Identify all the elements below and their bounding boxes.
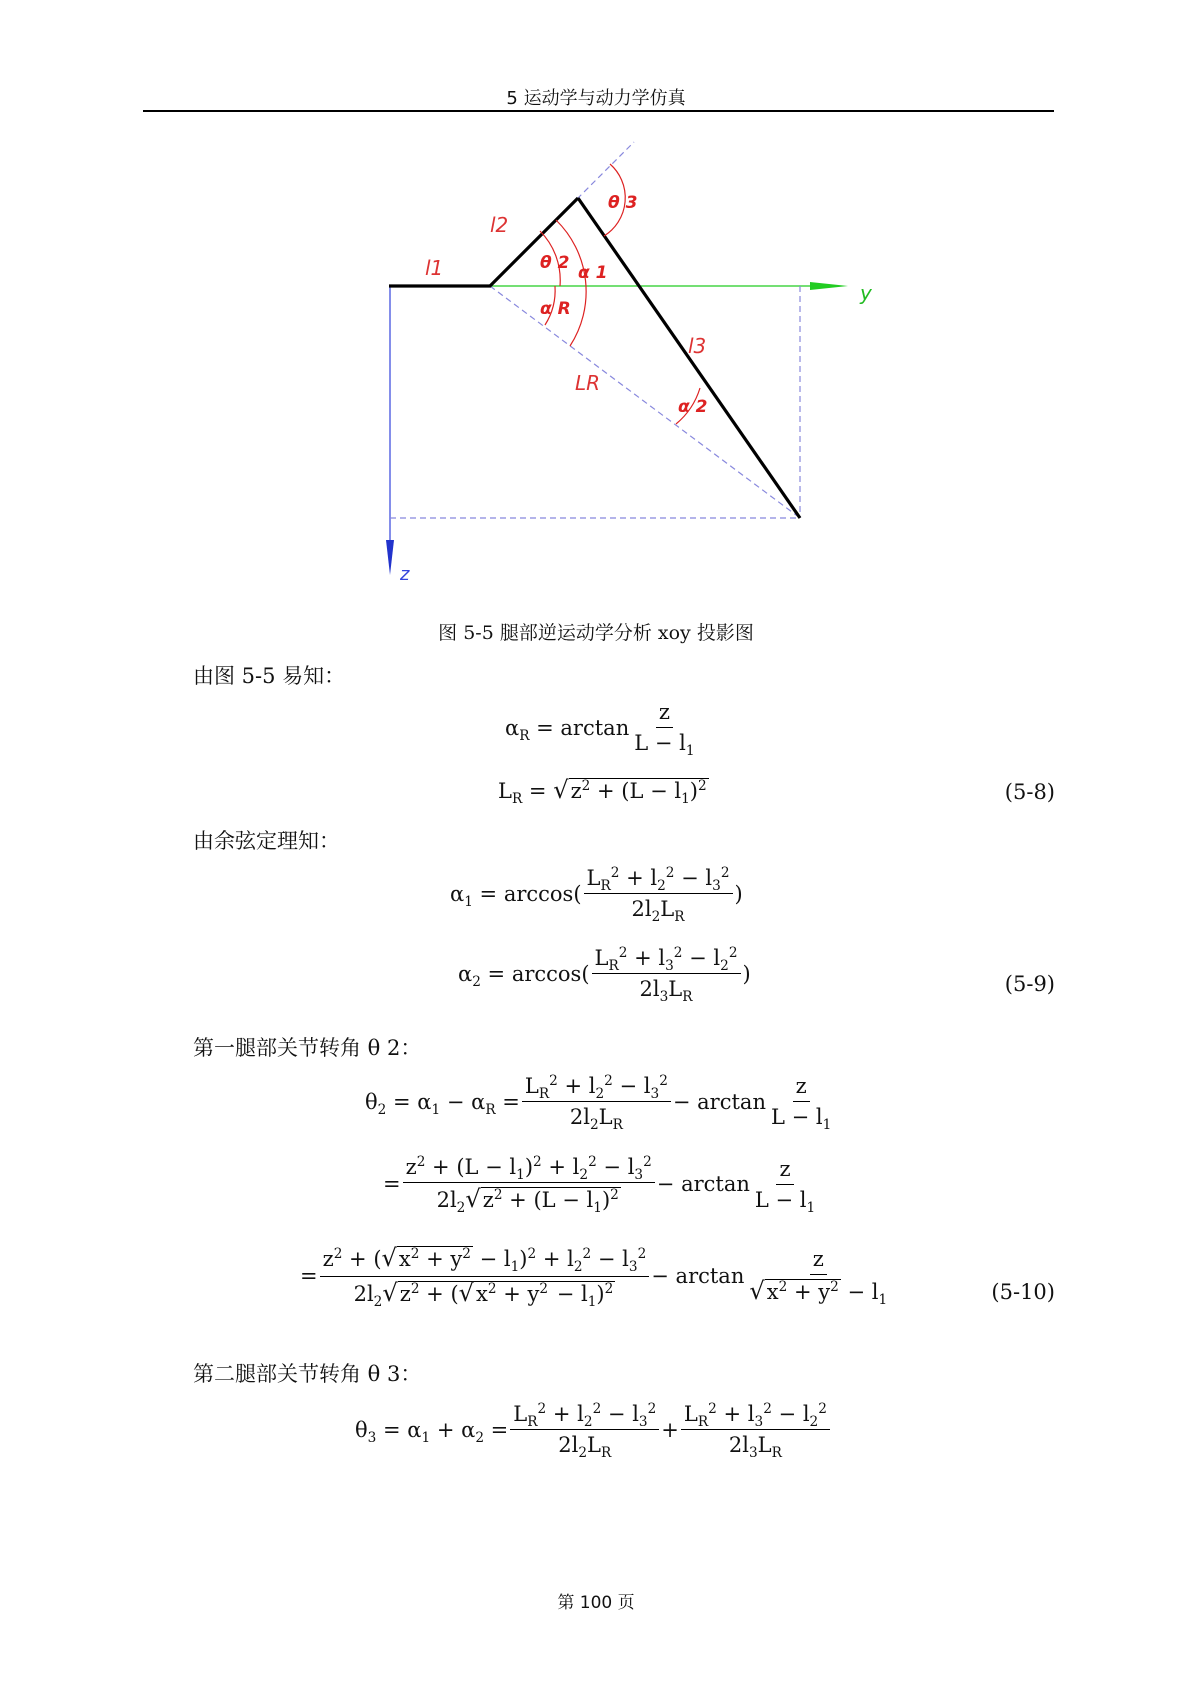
- paragraph-4: 第二腿部关节转角 θ 3：: [193, 1362, 422, 1386]
- label-l2: l2: [490, 213, 509, 237]
- label-l1: l1: [425, 256, 444, 280]
- label-alpha1: α 1: [578, 263, 608, 283]
- label-l3: l3: [688, 334, 707, 358]
- equation-theta3: $\theta_3 = \alpha_1 + \alpha_2$ = $\frac{L_R^2 + l_2^2 - l_3^2}{2l_2L_R}$ + $\frac{L_R^2 + l_3^2 - l_2^2}{2l_3L_R}$: [355, 1402, 832, 1457]
- dashed-LR: [490, 286, 800, 518]
- paragraph-1: 由图 5-5 易知：: [193, 664, 346, 688]
- label-theta2: θ 2: [540, 253, 570, 273]
- z-axis-arrow: [386, 540, 394, 575]
- y-axis-arrow: [810, 282, 848, 290]
- label-theta3: θ 3: [608, 193, 638, 213]
- equation-number-5-10: (5-10): [991, 1280, 1055, 1304]
- figure-caption: 图 5-5 腿部逆运动学分析 xoy 投影图: [438, 622, 754, 644]
- kinematics-figure: [0, 0, 1192, 620]
- equation-number-5-8: (5-8): [1004, 780, 1055, 804]
- equation-number-5-9: (5-9): [1004, 972, 1055, 996]
- paragraph-2: 由余弦定理知：: [193, 829, 340, 853]
- label-alpha2: α 2: [678, 397, 708, 417]
- equation-alphaR: $\alpha_R = \arctan$ $\frac{z}{L - l_1}$: [505, 700, 695, 760]
- paragraph-3: 第一腿部关节转角 θ 2：: [193, 1036, 422, 1060]
- page-footer: 第 100 页: [557, 1593, 635, 1613]
- label-z-axis: z: [400, 564, 410, 585]
- equation-theta2-line3: = $\frac{z^2 + (√x^2 + y^2 - l_1)^2 + l_2^2 - l_3^2}{2l_2√z^2 + (√x^2 + y^2 - l_1)^2}$ − arctan $\frac{z}{√x^2 + y^2 - l_1}$: [300, 1244, 888, 1310]
- label-alphaR: α R: [540, 299, 571, 319]
- dashed-l2-extension: [577, 142, 634, 199]
- label-LR: LR: [575, 371, 601, 395]
- link-l3: [578, 198, 800, 518]
- equation-LR: $L_R = √z^2 + (L - l_1)^2$: [498, 776, 707, 808]
- equation-alpha2: $\alpha_2 = \arccos$( $\frac{L_R^2 + l_3^2 - l_2^2}{2l_3L_R}$ ): [458, 945, 751, 1006]
- equation-alpha1: $\alpha_1 = \arccos$( $\frac{L_R^2 + l_2^2 - l_3^2}{2l_2L_R}$ ): [450, 865, 743, 926]
- equation-theta2-line1: $\theta_2 = \alpha_1 - \alpha_R$ = $\frac{L_R^2 + l_2^2 - l_3^2}{2l_2L_R}$ − arctan $\frac{z}{L - l_1}$: [365, 1073, 832, 1134]
- equation-theta2-line2: = $\frac{z^2 + (L - l_1)^2 + l_2^2 - l_3^2}{2l_2√z^2 + (L - l_1)^2}$ − arctan $\frac{z}{L - l_1}$: [383, 1154, 816, 1217]
- label-y-axis: y: [860, 281, 872, 305]
- running-header: 5 运动学与动力学仿真: [506, 88, 686, 109]
